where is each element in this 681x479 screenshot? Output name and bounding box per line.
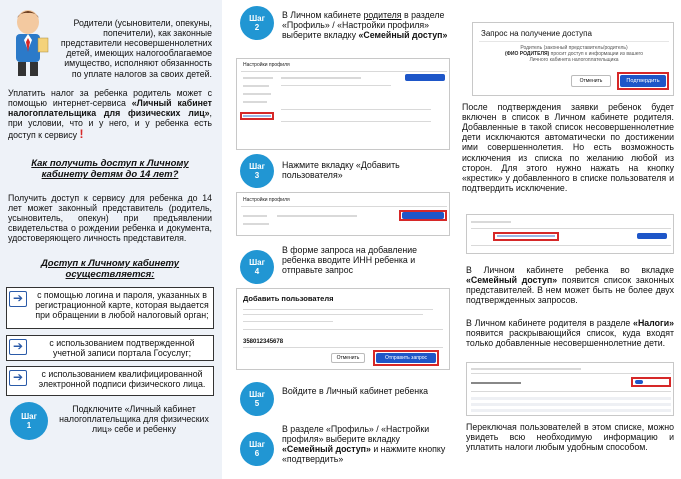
after-confirm-text: После подтверждения заявки ребенок будет включен в список в Личном кабинете родителя. Добавленные в такой список несовершеннолетние дети исключаются автоматически по достижении ими совершеннолетия. Но есть возможность исключения из списка по желанию любой из сторон. Для этого нужно нажать на кнопку «крестик» у добавленного в списке пользователя и подтвердить исключение. [462, 102, 674, 193]
shot-title: Настройки профиля [243, 197, 290, 203]
step-6-part2: и нажмите кнопку «подтвердить» [282, 444, 446, 465]
shot-title: Настройки профиля [243, 62, 290, 68]
child-cabinet-text [466, 265, 674, 305]
confirm-button[interactable]: Подтвердить [620, 75, 666, 87]
request-body [477, 45, 671, 63]
request-title: Запрос на получение доступа [481, 29, 592, 38]
access-item-signature [6, 366, 214, 396]
access-item-gosuslugi [6, 335, 214, 361]
step-2-tab: «Семейный доступ» [358, 30, 448, 41]
pay-info-text [8, 88, 212, 142]
step-4-badge [240, 250, 274, 284]
step-label: Шаг [249, 390, 265, 399]
screenshot-taxes-dropdown [466, 362, 674, 416]
step-number: 6 [254, 448, 260, 458]
step-number: 3 [254, 170, 260, 180]
add-user-title: Добавить пользователя [243, 294, 334, 303]
send-request-button[interactable]: Отправить запрос [376, 353, 436, 363]
step-2-badge [240, 6, 274, 40]
screenshot-add-user-form [236, 288, 450, 370]
intro-text: Родители (усыновители, опекуны, попечители), как законные представители несовершеннолетних детей, имеющих налогооблагаемое имущество, исполняют обязанность по уплате налогов за своих детей. [60, 18, 212, 79]
step-label: Шаг [249, 440, 265, 449]
access-item-text: с использованием подтвержденной учетной записи портала Госуслуг; [49, 338, 195, 359]
request-line-2: просит доступ к информации из вашего [550, 51, 643, 57]
how-title: Как получить доступ к Личному кабинету детям до 14 лет? [31, 158, 189, 181]
p2-part2: появится список законных представителей. В нем может быть не более двух подтвержденных запросов. [466, 275, 674, 306]
screenshot-representatives [466, 214, 674, 254]
parent-taxes-text [466, 318, 674, 348]
access-item-login [6, 287, 214, 329]
step-2-parent: родителя [363, 10, 402, 20]
access-item-text: с помощью логина и пароля, указанных в регистрационной карте, которая выдается при обращении в любой налоговый орган; [35, 290, 209, 321]
step-4-text: В форме запроса на добавление ребенка вводите ИНН ребенка и отправьте запрос [282, 245, 418, 276]
request-parent-name: (ФИО РОДИТЕЛЯ) [505, 51, 551, 57]
p3-part2: появится раскрывающийся список, куда входят только добавленные несовершеннолетние дети. [466, 328, 674, 349]
step-label: Шаг [249, 258, 265, 267]
screenshot-add-user [236, 192, 450, 236]
reject-button[interactable]: Отменить [571, 75, 611, 87]
step-1-badge [10, 402, 48, 440]
step-number: 4 [254, 266, 260, 276]
step-2-part1: В Личном кабинете [282, 10, 364, 20]
step-6-part1: В разделе «Профиль» / «Настройки профиля» выберите вкладку [282, 424, 430, 445]
how-text: Получить доступ к сервису для ребенка до 14 лет может законный представитель (родитель, усыновитель, опекун) при предъявлении свидетельства о рождении ребенка и документа, удостоверяющего личность представителя. [8, 193, 212, 244]
step-label: Шаг [21, 412, 37, 421]
arrow-right-icon: ➔ [9, 291, 27, 307]
request-line-1: Родитель (законный представитель/родитель) [520, 45, 628, 51]
arrow-right-icon: ➔ [9, 370, 27, 386]
step-2-text [282, 10, 448, 40]
person-illustration [6, 6, 50, 78]
step-3-text: Нажмите вкладку «Добавить пользователя» [282, 160, 400, 181]
screenshot-family-access [236, 58, 450, 150]
middle-column [226, 0, 454, 479]
step-number: 5 [254, 398, 260, 408]
step-6-tab: «Семейный доступ» [282, 444, 371, 455]
cancel-button[interactable]: Отменить [331, 353, 365, 363]
p2-tab: «Семейный доступ» [466, 275, 558, 286]
left-column [0, 0, 222, 479]
p2-part1: В Личном кабинете ребенка во вкладке [466, 265, 674, 275]
access-title: Доступ к Личному кабинету осуществляется: [40, 258, 180, 281]
pay-info-part1: Уплатить налог за ребенка родитель может с помощью интернет-сервиса [8, 88, 212, 109]
request-line-3: Личного кабинета налогоплательщика [529, 57, 619, 63]
step-2-part2: в разделе «Профиль» / «Настройки профиля» выберите вкладку [282, 10, 445, 41]
step-1-text: Подключите «Личный кабинет налогоплательщика для физических лиц» себе и ребенку [59, 404, 209, 435]
right-column [456, 0, 681, 479]
pay-info-part2: , при условии, что и у него, и у ребенка есть доступ к сервису [8, 108, 212, 141]
arrow-right-icon: ➔ [9, 339, 27, 355]
pay-info-service: «Личный кабинет налогоплательщика для физических лиц» [8, 98, 212, 119]
step-number: 1 [26, 420, 32, 430]
p3-section: «Налоги» [633, 318, 674, 328]
switch-users-text: Переключая пользователей в этом списке, можно увидеть всю необходимую информацию и уплатить налоги любым удобным способом. [466, 422, 674, 453]
access-item-text: с использованием квалифицированной электронной подписи физического лица. [38, 369, 206, 390]
step-6-badge [240, 432, 274, 466]
access-request-dialog [472, 22, 674, 96]
step-label: Шаг [249, 14, 265, 23]
inn-input[interactable]: 358012345678 [243, 339, 284, 345]
step-5-text: Войдите в Личный кабинет ребенка [282, 386, 429, 396]
p3-part1: В Личном кабинете родителя в разделе [466, 318, 634, 328]
step-number: 2 [254, 22, 260, 32]
step-label: Шаг [249, 162, 265, 171]
step-6-text [282, 424, 448, 464]
step-3-badge [240, 154, 274, 188]
step-5-badge [240, 382, 274, 416]
exclamation-mark: ! [79, 127, 84, 142]
